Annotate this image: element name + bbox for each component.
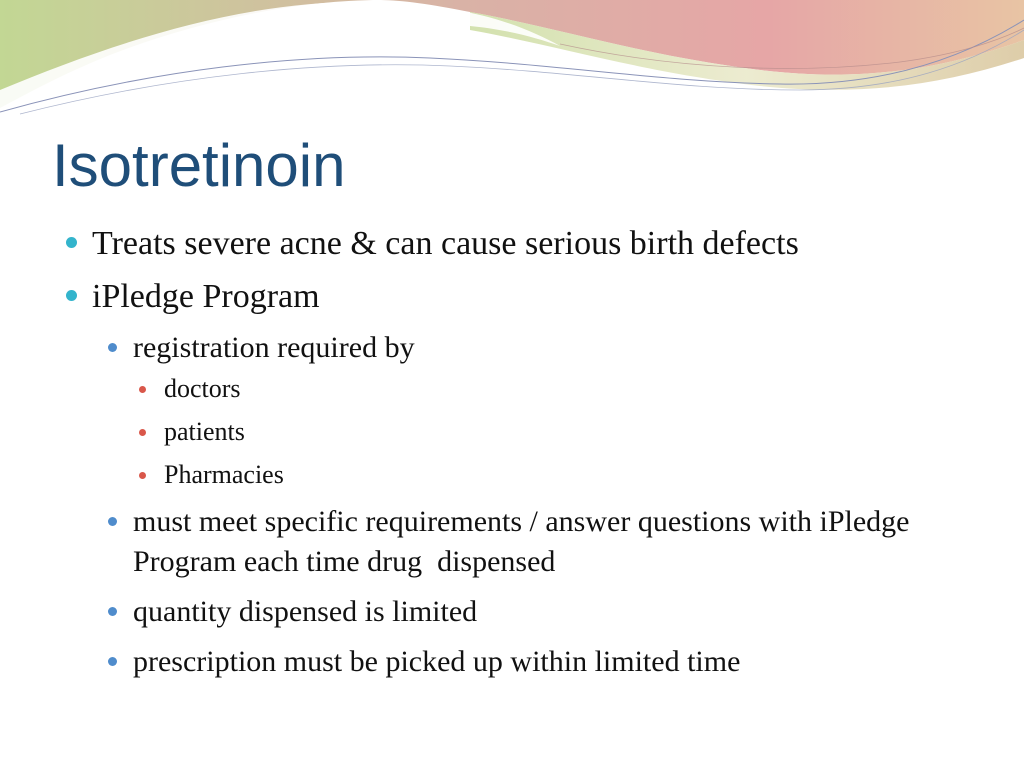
circle-bullet-icon	[139, 472, 146, 479]
sub-sub-bullet-item-patients	[137, 415, 964, 449]
sub-sub-bullet-list	[137, 372, 964, 492]
slide-body	[64, 222, 964, 692]
bullet-text: Treats severe acne & can cause serious birth defects	[92, 225, 799, 262]
sub-bullet-text: must meet specific requirements / answer questions with iPledge Program each time drug dispensed	[133, 505, 917, 578]
sub-bullet-text: registration required by	[133, 331, 415, 364]
bullet-item-treats-acne	[64, 222, 964, 266]
sub-bullet-item-requirements	[106, 502, 964, 582]
circle-bullet-icon	[108, 517, 117, 526]
sub-sub-bullet-item-doctors	[137, 372, 964, 406]
circle-bullet-icon	[108, 607, 117, 616]
sub-bullet-item-registration	[106, 328, 964, 492]
circle-bullet-icon	[139, 429, 146, 436]
sub-sub-bullet-item-pharmacies	[137, 458, 964, 492]
circle-bullet-icon	[139, 386, 146, 393]
header-wave-decoration	[0, 0, 1024, 140]
bullet-text: iPledge Program	[92, 278, 320, 315]
circle-bullet-icon	[108, 343, 117, 352]
sub-bullet-text: prescription must be picked up within limited time	[133, 645, 741, 678]
sub-sub-bullet-text: Pharmacies	[164, 460, 284, 489]
sub-sub-bullet-text: patients	[164, 417, 245, 446]
circle-bullet-icon	[108, 657, 117, 666]
circle-bullet-icon	[66, 290, 77, 301]
sub-bullet-item-quantity	[106, 592, 964, 632]
sub-bullet-text: quantity dispensed is limited	[133, 595, 478, 628]
slide-title: Isotretinoin	[52, 132, 346, 199]
bullet-item-ipledge-program	[64, 275, 964, 319]
sub-bullet-list	[106, 328, 964, 682]
sub-bullet-item-pickup	[106, 642, 964, 682]
sub-sub-bullet-text: doctors	[164, 374, 241, 403]
circle-bullet-icon	[66, 237, 77, 248]
bullet-list	[64, 222, 964, 319]
